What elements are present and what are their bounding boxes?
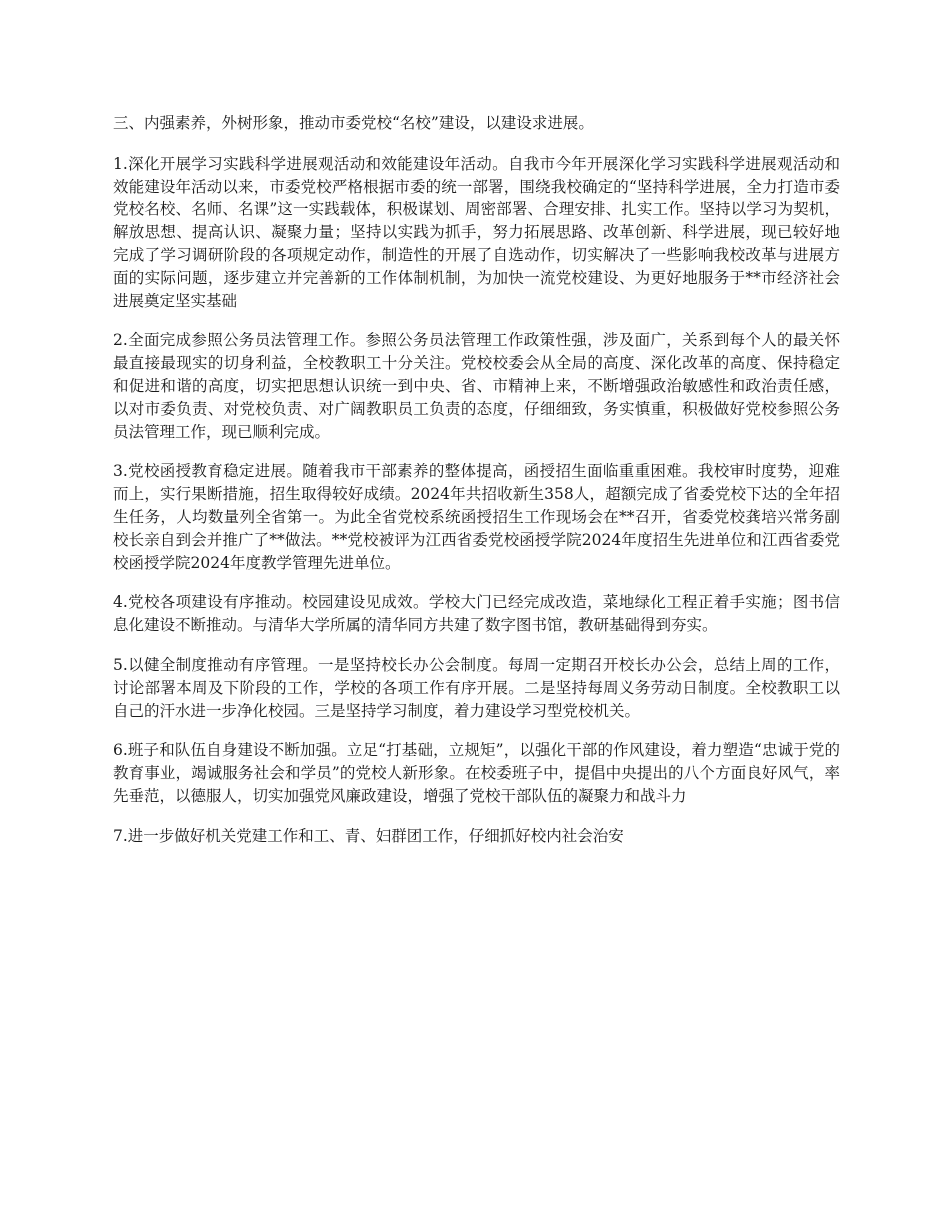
paragraph-7: 7.进一步做好机关党建工作和工、青、妇群团工作，仔细抓好校内社会治安 <box>113 826 624 845</box>
paragraph-2: 2.全面完成参照公务员法管理工作。参照公务员法管理工作政策性强，涉及面广，关系到每个人的最关怀最直接最现实的切身利益，全校教职工十分关注。党校校委会从全局的高度、深化改革的高度、保持稳定和促进和谐的高度，切实把思想认识统一到中央、省、市精神上来，不断增强政治敏感性和政治责任感，以对市委负责、对党校负责、对广阔教职员工负责的态度，仔细细致，务实慎重，积极做好党校参照公务员法管理工作，现已顺利完成。 <box>113 331 840 441</box>
paragraph-4: 4.党校各项建设有序推动。校园建设见成效。学校大门已经完成改造，菜地绿化工程正着手实施；图书信息化建设不断推动。与清华大学所属的清华同方共建了数字图书馆，教研基础得到夯实。 <box>113 593 840 635</box>
paragraph-3: 3.党校函授教育稳定进展。随着我市干部素养的整体提高，函授招生面临重重困难。我校审时度势，迎难而上，实行果断措施，招生取得较好成绩。2024年共招收新生358人，超额完成了省委党校下达的全年招生任务，人均数量列全省第一。为此全省党校系统函授招生工作现场会在**召开，省委党校龚培兴常务副校长亲自到会并推广了**做法。**党校被评为江西省委党校函授学院2024年度招生先进单位和江西省委党校函授学院2024年度教学管理先进单位。 <box>113 462 840 572</box>
paragraph-5: 5.以健全制度推动有序管理。一是坚持校长办公会制度。每周一定期召开校长办公会，总结上周的工作，讨论部署本周及下阶段的工作，学校的各项工作有序开展。二是坚持每周义务劳动日制度。全校教职工以自己的汗水进一步净化校园。三是坚持学习制度，着力建设学习型党校机关。 <box>113 655 840 720</box>
paragraph-6: 6.班子和队伍自身建设不断加强。立足“打基础，立规矩”，以强化干部的作风建设，着力塑造“忠诚于党的教育事业，竭诚服务社会和学员”的党校人新形象。在校委班子中，提倡中央提出的八个方面良好风气，率先垂范，以德服人，切实加强党风廉政建设，增强了党校干部队伍的凝聚力和战斗力 <box>113 741 840 805</box>
section-heading: 三、内强素养，外树形象，推动市委党校“名校”建设，以建设求进展。 <box>113 114 594 132</box>
paragraph-1: 1.深化开展学习实践科学进展观活动和效能建设年活动。自我市今年开展深化学习实践科学进展观活动和效能建设年活动以来，市委党校严格根据市委的统一部署，围绕我校确定的“坚持科学进展，全力打造市委党校名校、名师、名课”这一实践载体，积极谋划、周密部署、合理安排、扎实工作。坚持以学习为契机，解放思想、提高认识、凝聚力量；坚持以实践为抓手，努力拓展思路、改革创新、科学进展，现已较好地完成了学习调研阶段的各项规定动作，制造性的开展了自选动作，切实解决了一些影响我校改革与进展方面的实际问题，逐步建立并完善新的工作体制机制，为加快一流党校建设、为更好地服务于**市经济社会进展奠定坚实基础 <box>113 154 840 310</box>
